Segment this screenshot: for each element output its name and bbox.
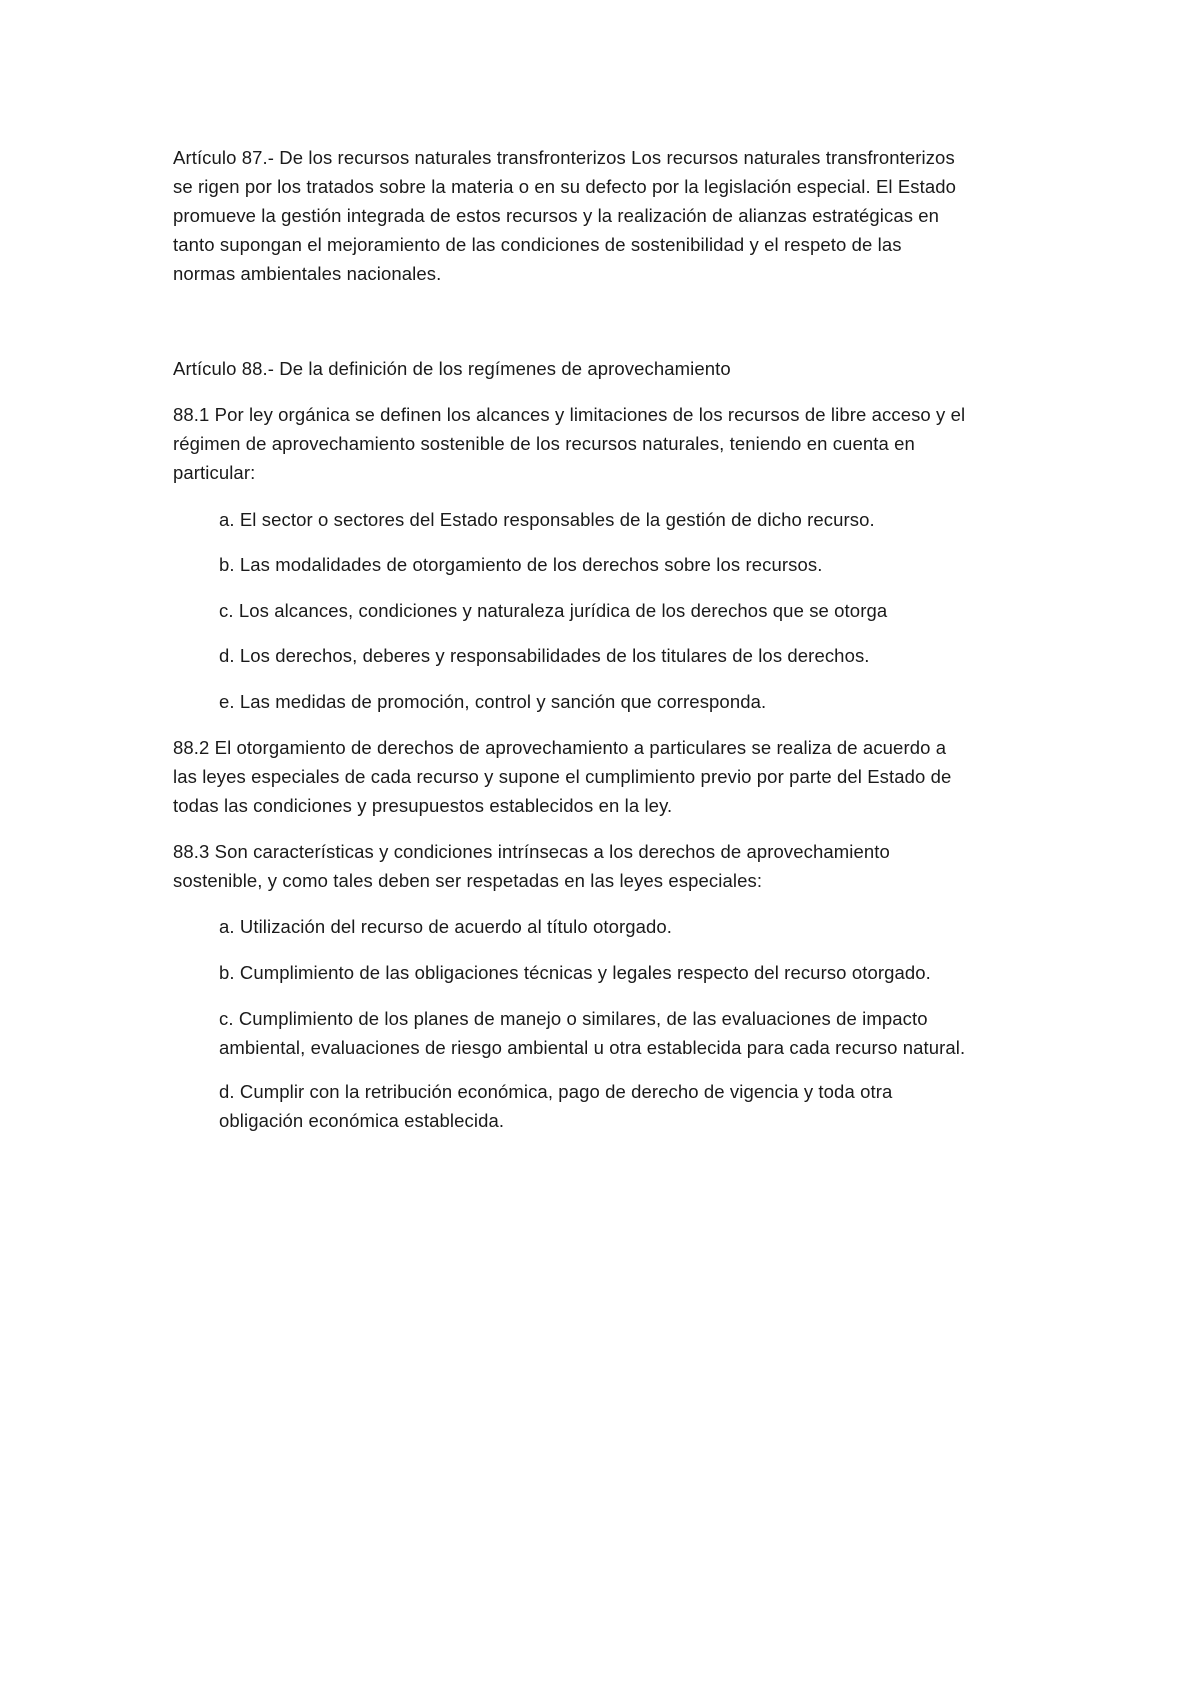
article-87-paragraph bbox=[173, 143, 956, 288]
text-line: c. Cumplimiento de los planes de manejo o similares, de las evaluaciones de impacto bbox=[219, 1008, 928, 1029]
text-line: se rigen por los tratados sobre la materia o en su defecto por la legislación especial. El Estado bbox=[173, 176, 957, 197]
list-item-88-1-b bbox=[219, 550, 822, 579]
list-item-88-3-b bbox=[219, 958, 931, 987]
list-item-88-3-a bbox=[219, 912, 672, 941]
text-line: b. Cumplimiento de las obligaciones técnicas y legales respecto del recurso otorgado. bbox=[219, 962, 931, 983]
text-line: particular: bbox=[173, 462, 256, 483]
paragraph-88-3 bbox=[173, 837, 890, 895]
text-line: Artículo 87.- De los recursos naturales transfronterizos Los recursos naturales transfronterizos bbox=[173, 147, 955, 168]
text-line: Artículo 88.- De la definición de los regímenes de aprovechamiento bbox=[173, 358, 731, 379]
text-line: d. Cumplir con la retribución económica, pago de derecho de vigencia y toda otra bbox=[219, 1081, 893, 1102]
text-line: 88.1 Por ley orgánica se definen los alcances y limitaciones de los recursos de libre acceso y el bbox=[173, 404, 966, 425]
text-line: tanto supongan el mejoramiento de las condiciones de sostenibilidad y el respeto de las bbox=[173, 234, 902, 255]
paragraph-88-1 bbox=[173, 400, 965, 487]
text-line: 88.3 Son características y condiciones intrínsecas a los derechos de aprovechamiento bbox=[173, 841, 890, 862]
text-line: todas las condiciones y presupuestos establecidos en la ley. bbox=[173, 795, 673, 816]
text-line: 88.2 El otorgamiento de derechos de aprovechamiento a particulares se realiza de acuerdo a bbox=[173, 737, 947, 758]
text-line: e. Las medidas de promoción, control y sanción que corresponda. bbox=[219, 691, 767, 712]
list-item-88-1-e bbox=[219, 687, 766, 716]
text-line: a. Utilización del recurso de acuerdo al título otorgado. bbox=[219, 916, 673, 937]
article-88-title bbox=[173, 354, 731, 383]
text-line: c. Los alcances, condiciones y naturaleza jurídica de los derechos que se otorga bbox=[219, 600, 888, 621]
list-item-88-1-d bbox=[219, 641, 870, 670]
text-line: sostenible, y como tales deben ser respetadas en las leyes especiales: bbox=[173, 870, 763, 891]
list-item-88-1-c bbox=[219, 596, 887, 625]
text-line: las leyes especiales de cada recurso y supone el cumplimiento previo por parte del Estado de bbox=[173, 766, 952, 787]
list-item-88-3-c bbox=[219, 1004, 965, 1062]
text-line: promueve la gestión integrada de estos recursos y la realización de alianzas estratégicas en bbox=[173, 205, 940, 226]
paragraph-88-2 bbox=[173, 733, 951, 820]
text-line: normas ambientales nacionales. bbox=[173, 263, 442, 284]
list-item-88-1-a bbox=[219, 505, 875, 534]
text-line: obligación económica establecida. bbox=[219, 1110, 505, 1131]
text-line: b. Las modalidades de otorgamiento de los derechos sobre los recursos. bbox=[219, 554, 823, 575]
text-line: ambiental, evaluaciones de riesgo ambiental u otra establecida para cada recurso natural. bbox=[219, 1037, 966, 1058]
text-line: d. Los derechos, deberes y responsabilidades de los titulares de los derechos. bbox=[219, 645, 870, 666]
text-line: régimen de aprovechamiento sostenible de los recursos naturales, teniendo en cuenta en bbox=[173, 433, 915, 454]
text-line: a. El sector o sectores del Estado responsables de la gestión de dicho recurso. bbox=[219, 509, 875, 530]
list-item-88-3-d bbox=[219, 1077, 892, 1135]
